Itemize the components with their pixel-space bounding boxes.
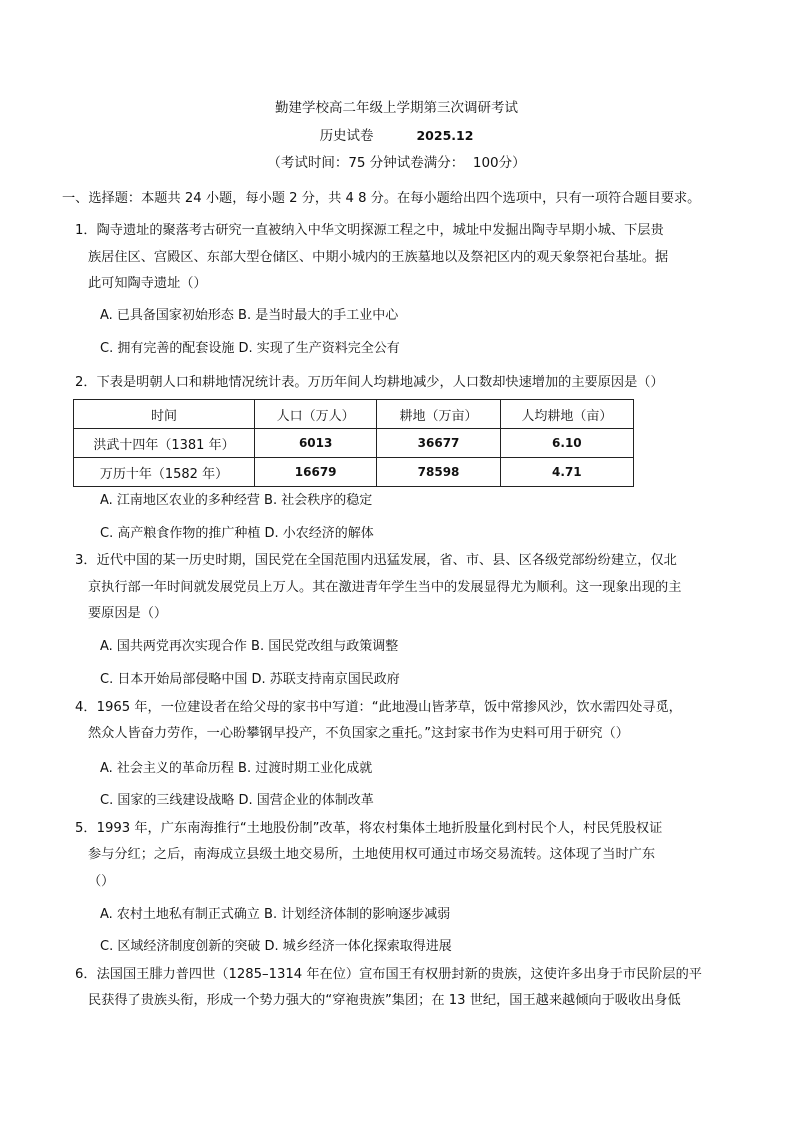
table-cell: 36677 (377, 429, 500, 458)
exam-date: 2025.12 (416, 128, 474, 143)
table-header-cell: 时间 (74, 400, 255, 429)
table-cell: 4.71 (500, 458, 633, 487)
question-3-line-2: 京执行部一年时间就发展党员上万人。其在激进青年学生当中的发展显得尤为顺利。这一现象出现的主 (88, 580, 682, 595)
table-cell: 6013 (254, 429, 376, 458)
exam-info: （考试时间：75 分钟试卷满分： 100分） (267, 155, 526, 171)
question-1-line-1: 1．陶寺遗址的聚落考古研究一直被纳入中华文明探源工程之中，城址中发掘出陶寺早期小城、下层贵 (75, 223, 664, 238)
population-farmland-table (73, 399, 634, 487)
question-1-line-2: 族居住区、宫殿区、东部大型仓储区、中期小城内的王族墓地以及祭祀区内的观天象祭祀台基址。据 (88, 250, 669, 265)
table-header-cell: 耕地（万亩） (377, 400, 500, 429)
table-cell: 16679 (254, 458, 376, 487)
question-1-line-3: 此可知陶寺遗址（） (88, 276, 207, 291)
table-cell: 万历十年（1582 年） (74, 458, 255, 487)
table-header-cell: 人均耕地（亩） (500, 400, 633, 429)
question-5-line-3: （） (88, 874, 115, 889)
question-4-line-2: 然众人皆奋力劳作，一心盼攀钢早投产，不负国家之重托。”这封家书作为史料可用于研究（） (88, 726, 629, 741)
table-header-cell: 人口（万人） (254, 400, 376, 429)
question-2-options-cd: C. 高产粮食作物的推广种植 D. 小农经济的解体 (100, 526, 374, 541)
question-4-options-ab: A. 社会主义的革命历程 B. 过渡时期工业化成就 (100, 761, 373, 776)
exam-title: 勤建学校高二年级上学期第三次调研考试 (275, 100, 518, 116)
question-6-line-2: 民获得了贵族头衔，形成一个势力强大的“穿袍贵族”集团；在 13 世纪，国王越来越倾向于吸收出身低 (88, 993, 681, 1008)
question-5-line-1: 5．1993 年，广东南海推行“土地股份制”改革，将农村集体土地折股量化到村民个人，村民凭股权证 (75, 821, 663, 836)
table-cell: 洪武十四年（1381 年） (74, 429, 255, 458)
question-3-line-1: 3．近代中国的某一历史时期，国民党在全国范围内迅猛发展，省、市、县、区各级党部纷纷建立，仅北 (75, 553, 677, 568)
table-cell: 78598 (377, 458, 500, 487)
question-4-line-1: 4．1965 年，一位建设者在给父母的家书中写道：“此地漫山皆茅草，饭中常掺风沙，饮水需四处寻觅， (75, 700, 682, 715)
question-5-options-ab: A. 农村土地私有制正式确立 B. 计划经济体制的影响逐步减弱 (100, 907, 451, 922)
question-5-options-cd: C. 区域经济制度创新的突破 D. 城乡经济一体化探索取得进展 (100, 939, 452, 954)
question-3-line-3: 要原因是（） (88, 606, 168, 621)
question-2-line-1: 2．下表是明朝人口和耕地情况统计表。万历年间人均耕地减少，人口数却快速增加的主要原因是（） (75, 375, 664, 390)
question-2-options-ab: A. 江南地区农业的多种经营 B. 社会秩序的稳定 (100, 493, 373, 508)
question-6-line-1: 6．法国国王腓力普四世（1285–1314 年在位）宣布国王有权册封新的贵族，这使许多出身于市民阶层的平 (75, 967, 702, 982)
question-5-line-2: 参与分红；之后，南海成立县级土地交易所，土地使用权可通过市场交易流转。这体现了当时广东 (88, 847, 656, 862)
subject-label: 历史试卷 (319, 128, 374, 144)
table-header-row (74, 400, 634, 429)
table-cell: 6.10 (500, 429, 633, 458)
table-row (74, 429, 634, 458)
question-3-options-ab: A. 国共两党再次实现合作 B. 国民党改组与政策调整 (100, 639, 399, 654)
question-3-options-cd: C. 日本开始局部侵略中国 D. 苏联支持南京国民政府 (100, 672, 400, 687)
question-1-options-cd: C. 拥有完善的配套设施 D. 实现了生产资料完全公有 (100, 341, 400, 356)
question-1-options-ab: A. 已具备国家初始形态 B. 是当时最大的手工业中心 (100, 308, 399, 323)
section-heading: 一、选择题：本题共 24 小题，每小题 2 分，共 4 8 分。在每小题给出四个选项中，只有一项符合题目要求。 (62, 191, 701, 206)
table-row (74, 458, 634, 487)
subject-date-line (0, 124, 793, 144)
question-4-options-cd: C. 国家的三线建设战略 D. 国营企业的体制改革 (100, 793, 374, 808)
